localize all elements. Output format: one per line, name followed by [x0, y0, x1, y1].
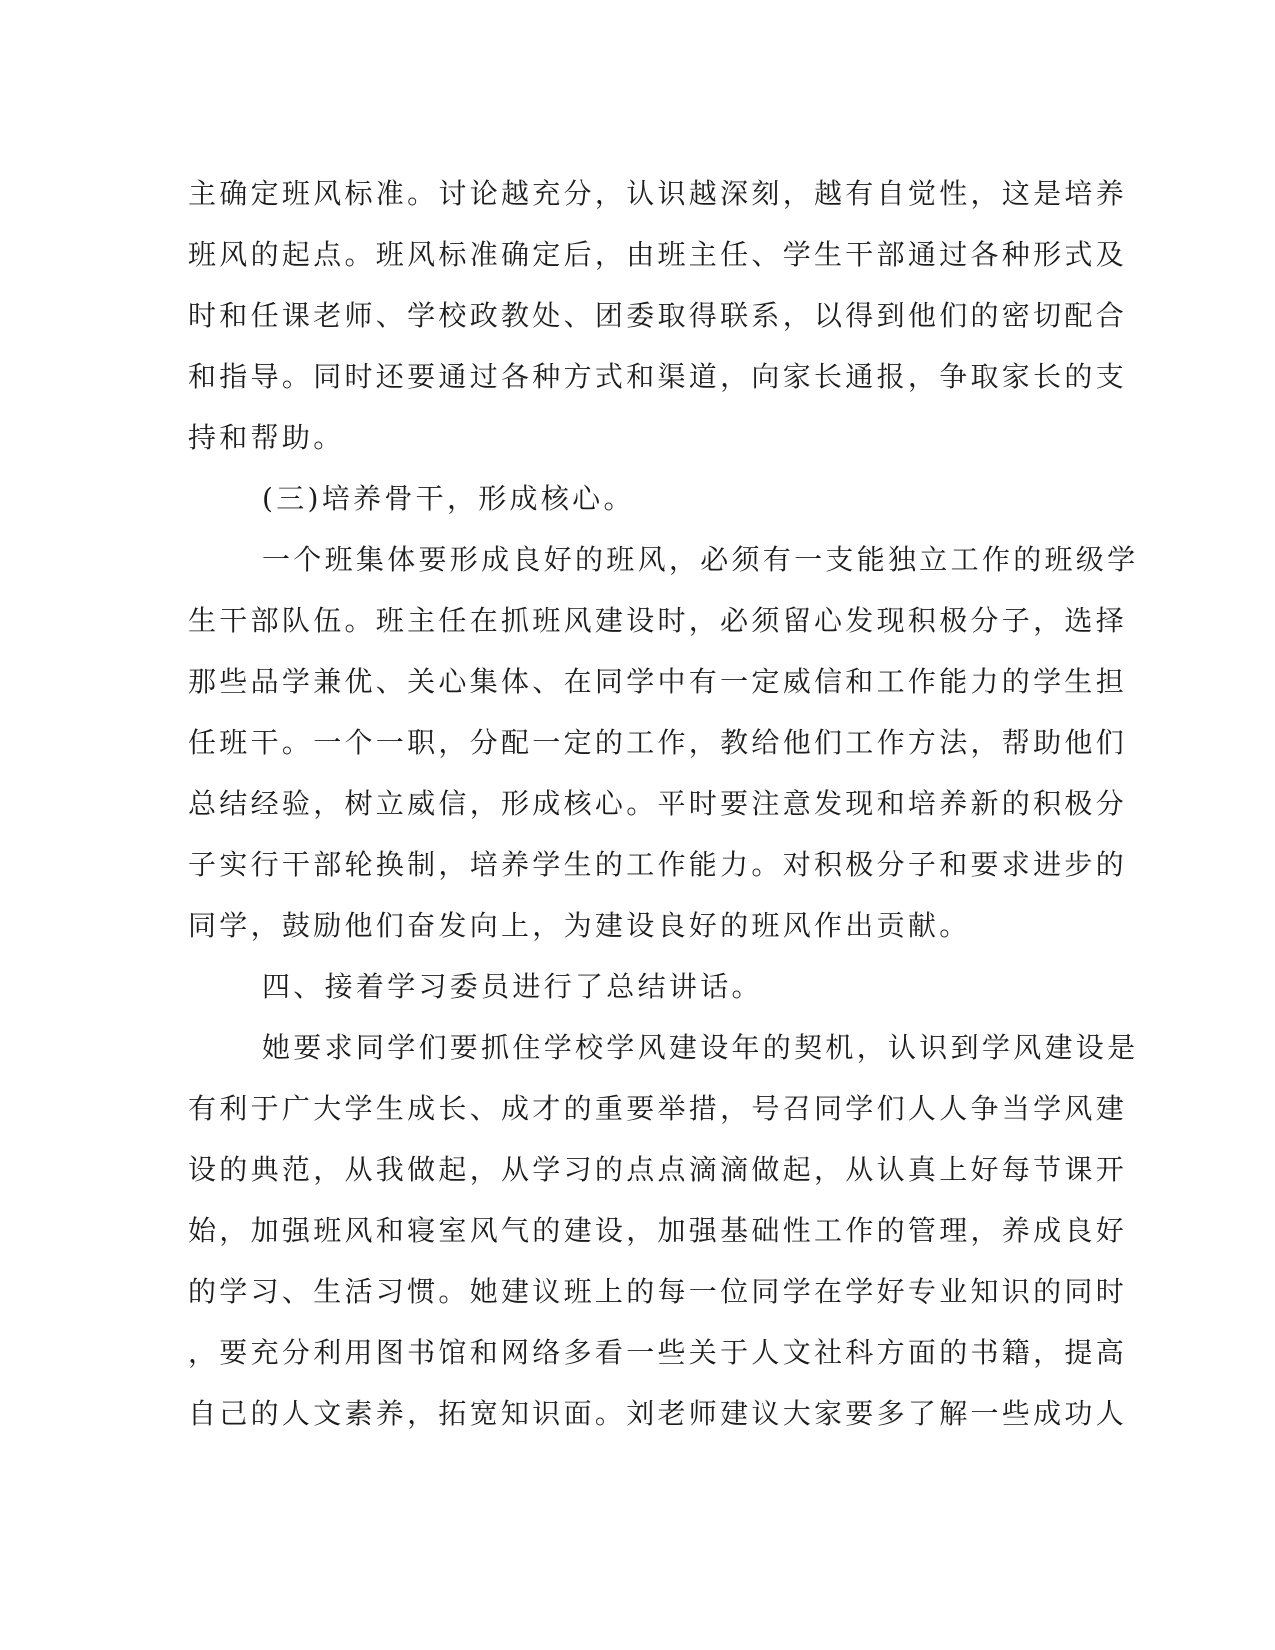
paragraph-first-line: (三)培养骨干，形成核心。	[262, 482, 635, 515]
text-line: 任班干。一个一职，分配一定的工作，教给他们工作方法，帮助他们	[188, 726, 1128, 759]
body-text	[188, 163, 1139, 1444]
paragraph-first-line: 她要求同学们要抓住学校学风建设年的契机，认识到学风建设是	[262, 1031, 1139, 1064]
paragraph-first-line: 一个班集体要形成良好的班风，必须有一支能独立工作的班级学	[262, 543, 1139, 576]
text-line: 同学，鼓励他们奋发向上，为建设良好的班风作出贡献。	[188, 909, 971, 942]
text-line: 总结经验，树立威信，形成核心。平时要注意发现和培养新的积极分	[188, 787, 1128, 820]
text-line: 设的典范，从我做起，从学习的点点滴滴做起，从认真上好每节课开	[188, 1153, 1128, 1186]
paragraph-first-line: 四、接着学习委员进行了总结讲话。	[262, 970, 763, 1003]
text-line: 有利于广大学生成长、成才的重要举措，号召同学们人人争当学风建	[188, 1092, 1128, 1125]
text-line: ，要充分利用图书馆和网络多看一些关于人文社科方面的书籍，提高	[188, 1336, 1128, 1369]
text-line: 自己的人文素养，拓宽知识面。刘老师建议大家要多了解一些成功人	[188, 1397, 1128, 1430]
text-line: 那些品学兼优、关心集体、在同学中有一定威信和工作能力的学生担	[188, 665, 1128, 698]
text-line: 子实行干部轮换制，培养学生的工作能力。对积极分子和要求进步的	[188, 848, 1128, 881]
text-line: 主确定班风标准。讨论越充分，认识越深刻，越有自觉性，这是培养	[188, 177, 1128, 210]
text-line: 时和任课老师、学校政教处、团委取得联系，以得到他们的密切配合	[188, 299, 1128, 332]
text-line: 和指导。同时还要通过各种方式和渠道，向家长通报，争取家长的支	[188, 360, 1128, 393]
text-line: 持和帮助。	[188, 421, 345, 454]
text-line: 班风的起点。班风标准确定后，由班主任、学生干部通过各种形式及	[188, 238, 1128, 271]
text-line: 生干部队伍。班主任在抓班风建设时，必须留心发现积极分子，选择	[188, 604, 1128, 637]
text-line: 始，加强班风和寝室风气的建设，加强基础性工作的管理，养成良好	[188, 1214, 1128, 1247]
text-line: 的学习、生活习惯。她建议班上的每一位同学在学好专业知识的同时	[188, 1275, 1128, 1308]
